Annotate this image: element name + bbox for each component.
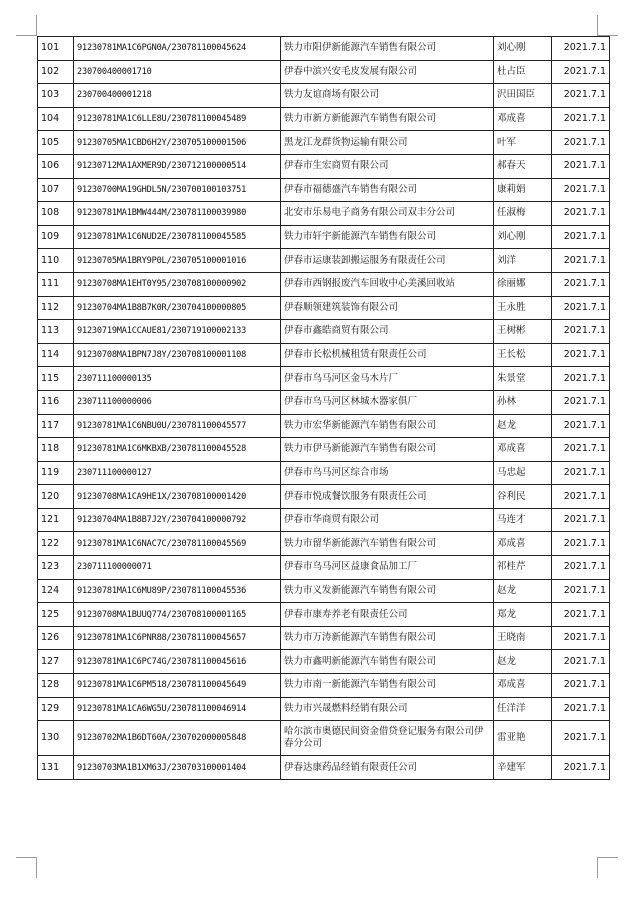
legal-representative-cell: 刘心刚 bbox=[494, 37, 552, 61]
date-cell: 2021.7.1 bbox=[552, 603, 610, 627]
row-number: 102 bbox=[38, 60, 74, 84]
credit-code-cell: 91230781MA1C6MU89P/230781100045536 bbox=[74, 579, 281, 603]
legal-representative-cell: 邓成喜 bbox=[494, 532, 552, 556]
table-row bbox=[38, 556, 610, 580]
crop-mark-bottom-right bbox=[597, 857, 618, 878]
table-row bbox=[38, 320, 610, 344]
credit-code-cell: 91230781MA1C6PM518/230781100045649 bbox=[74, 674, 281, 698]
table-row bbox=[38, 485, 610, 509]
company-name-cell: 铁力市轩宇新能源汽车销售有限公司 bbox=[281, 225, 494, 249]
row-number: 104 bbox=[38, 107, 74, 131]
row-number: 121 bbox=[38, 508, 74, 532]
legal-representative-cell: 康莉娟 bbox=[494, 178, 552, 202]
date-cell: 2021.7.1 bbox=[552, 697, 610, 721]
company-name-cell: 铁力市新方新能源汽车销售有限公司 bbox=[281, 107, 494, 131]
table-row bbox=[38, 721, 610, 756]
company-name-cell: 黑龙江龙群货物运输有限公司 bbox=[281, 131, 494, 155]
legal-representative-cell: 任淑梅 bbox=[494, 202, 552, 226]
credit-code-cell: 91230703MA1B1XM63J/230703100001404 bbox=[74, 756, 281, 780]
credit-code-cell: 91230712MA1AXMER9D/230712100000514 bbox=[74, 154, 281, 178]
row-number: 122 bbox=[38, 532, 74, 556]
date-cell: 2021.7.1 bbox=[552, 650, 610, 674]
date-cell: 2021.7.1 bbox=[552, 674, 610, 698]
date-cell: 2021.7.1 bbox=[552, 485, 610, 509]
company-name-cell: 伊春市华商贸有限公司 bbox=[281, 508, 494, 532]
company-name-cell: 伊春市运康装卸搬运服务有限责任公司 bbox=[281, 249, 494, 273]
table-row bbox=[38, 626, 610, 650]
row-number: 128 bbox=[38, 674, 74, 698]
company-name-cell: 铁力市阳伊新能源汽车销售有限公司 bbox=[281, 37, 494, 61]
company-name-cell: 铁力市留华新能源汽车销售有限公司 bbox=[281, 532, 494, 556]
credit-code-cell: 91230704MA1B8B7K0R/230704100000805 bbox=[74, 296, 281, 320]
table-row bbox=[38, 674, 610, 698]
company-name-cell: 伊春市康寿养老有限责任公司 bbox=[281, 603, 494, 627]
row-number: 101 bbox=[38, 37, 74, 61]
row-number: 123 bbox=[38, 556, 74, 580]
date-cell: 2021.7.1 bbox=[552, 626, 610, 650]
credit-code-cell: 91230704MA1B8B7J2Y/230704100000792 bbox=[74, 508, 281, 532]
credit-code-cell: 230711100000071 bbox=[74, 556, 281, 580]
credit-code-cell: 91230719MA1CCAUE81/230719100002133 bbox=[74, 320, 281, 344]
legal-representative-cell: 郝春天 bbox=[494, 154, 552, 178]
row-number: 126 bbox=[38, 626, 74, 650]
legal-representative-cell: 杜占臣 bbox=[494, 60, 552, 84]
date-cell: 2021.7.1 bbox=[552, 107, 610, 131]
table-row bbox=[38, 697, 610, 721]
legal-representative-cell: 徐丽娜 bbox=[494, 272, 552, 296]
crop-mark-top-right bbox=[597, 15, 618, 36]
credit-code-cell: 91230705MA1CBD6H2Y/230705100001506 bbox=[74, 131, 281, 155]
table-row bbox=[38, 390, 610, 414]
row-number: 106 bbox=[38, 154, 74, 178]
table-row bbox=[38, 178, 610, 202]
legal-representative-cell: 沢田国臣 bbox=[494, 84, 552, 108]
table-row bbox=[38, 414, 610, 438]
credit-code-cell: 91230781MA1C6NBU0U/230781100045577 bbox=[74, 414, 281, 438]
company-name-cell: 伊春市乌马河区益康食品加工厂 bbox=[281, 556, 494, 580]
date-cell: 2021.7.1 bbox=[552, 60, 610, 84]
date-cell: 2021.7.1 bbox=[552, 367, 610, 391]
table-row bbox=[38, 202, 610, 226]
credit-code-cell: 91230700MA19GHDL5N/230700100103751 bbox=[74, 178, 281, 202]
credit-code-cell: 91230708MA1BUUQ774/230708100001165 bbox=[74, 603, 281, 627]
legal-representative-cell: 刘心刚 bbox=[494, 225, 552, 249]
credit-code-cell: 91230781MA1C6NAC7C/230781100045569 bbox=[74, 532, 281, 556]
date-cell: 2021.7.1 bbox=[552, 414, 610, 438]
date-cell: 2021.7.1 bbox=[552, 131, 610, 155]
row-number: 114 bbox=[38, 343, 74, 367]
company-name-cell: 铁力市万涛新能源汽车销售有限公司 bbox=[281, 626, 494, 650]
legal-representative-cell: 邓成喜 bbox=[494, 438, 552, 462]
credit-code-cell: 230700400001710 bbox=[74, 60, 281, 84]
company-name-cell: 伊春市生宏商贸有限公司 bbox=[281, 154, 494, 178]
date-cell: 2021.7.1 bbox=[552, 532, 610, 556]
legal-representative-cell: 朱景堂 bbox=[494, 367, 552, 391]
company-name-cell: 铁力市南一新能源汽车销售有限公司 bbox=[281, 674, 494, 698]
date-cell: 2021.7.1 bbox=[552, 508, 610, 532]
row-number: 120 bbox=[38, 485, 74, 509]
table-row bbox=[38, 131, 610, 155]
row-number: 105 bbox=[38, 131, 74, 155]
table-row bbox=[38, 532, 610, 556]
table-row bbox=[38, 508, 610, 532]
row-number: 118 bbox=[38, 438, 74, 462]
date-cell: 2021.7.1 bbox=[552, 84, 610, 108]
table-row bbox=[38, 296, 610, 320]
date-cell: 2021.7.1 bbox=[552, 721, 610, 756]
date-cell: 2021.7.1 bbox=[552, 556, 610, 580]
credit-code-cell: 91230705MA1BRY9P0L/230705100001016 bbox=[74, 249, 281, 273]
company-name-cell: 北安市乐易电子商务有限公司双丰分公司 bbox=[281, 202, 494, 226]
row-number: 107 bbox=[38, 178, 74, 202]
row-number: 116 bbox=[38, 390, 74, 414]
legal-representative-cell: 孙林 bbox=[494, 390, 552, 414]
credit-code-cell: 230711100000006 bbox=[74, 390, 281, 414]
row-number: 127 bbox=[38, 650, 74, 674]
company-name-cell: 伊春市长松机械租赁有限责任公司 bbox=[281, 343, 494, 367]
table-row bbox=[38, 60, 610, 84]
company-name-cell: 铁力市义发新能源汽车销售有限公司 bbox=[281, 579, 494, 603]
row-number: 129 bbox=[38, 697, 74, 721]
table-row bbox=[38, 756, 610, 780]
table-row bbox=[38, 650, 610, 674]
legal-representative-cell: 王树彬 bbox=[494, 320, 552, 344]
credit-code-cell: 91230781MA1C6NUD2E/230781100045585 bbox=[74, 225, 281, 249]
row-number: 109 bbox=[38, 225, 74, 249]
date-cell: 2021.7.1 bbox=[552, 272, 610, 296]
company-name-cell: 伊春市鑫皓商贸有限公司 bbox=[281, 320, 494, 344]
row-number: 111 bbox=[38, 272, 74, 296]
date-cell: 2021.7.1 bbox=[552, 343, 610, 367]
date-cell: 2021.7.1 bbox=[552, 178, 610, 202]
company-name-cell: 伊春市西钢报废汽车回收中心美溪回收站 bbox=[281, 272, 494, 296]
date-cell: 2021.7.1 bbox=[552, 320, 610, 344]
credit-code-cell: 91230781MA1C6MKBXB/230781100045528 bbox=[74, 438, 281, 462]
row-number: 131 bbox=[38, 756, 74, 780]
row-number: 103 bbox=[38, 84, 74, 108]
table-row bbox=[38, 438, 610, 462]
credit-code-cell: 91230708MA1BPN7J8Y/230708100001108 bbox=[74, 343, 281, 367]
company-name-cell: 伊春市福德盛汽车销售有限公司 bbox=[281, 178, 494, 202]
company-name-cell: 伊春市乌马河区林城木器家俱厂 bbox=[281, 390, 494, 414]
credit-code-cell: 91230781MA1C6PGN0A/230781100045624 bbox=[74, 37, 281, 61]
credit-code-cell: 91230708MA1CA9HE1X/230708100001420 bbox=[74, 485, 281, 509]
row-number: 108 bbox=[38, 202, 74, 226]
table-row bbox=[38, 154, 610, 178]
table-row bbox=[38, 272, 610, 296]
crop-mark-bottom-left bbox=[16, 857, 37, 878]
date-cell: 2021.7.1 bbox=[552, 438, 610, 462]
legal-representative-cell: 辛建军 bbox=[494, 756, 552, 780]
company-name-cell: 伊春达康药品经销有限责任公司 bbox=[281, 756, 494, 780]
legal-representative-cell: 雷亚艳 bbox=[494, 721, 552, 756]
date-cell: 2021.7.1 bbox=[552, 461, 610, 485]
credit-code-cell: 91230781MA1C6LLE8U/230781100045489 bbox=[74, 107, 281, 131]
legal-representative-cell: 刘洋 bbox=[494, 249, 552, 273]
legal-representative-cell: 邓成喜 bbox=[494, 107, 552, 131]
legal-representative-cell: 任洋洋 bbox=[494, 697, 552, 721]
row-number: 130 bbox=[38, 721, 74, 756]
company-name-cell: 铁力市兴晟燃料经销有限公司 bbox=[281, 697, 494, 721]
legal-representative-cell: 马忠起 bbox=[494, 461, 552, 485]
table-row bbox=[38, 249, 610, 273]
legal-representative-cell: 王永胜 bbox=[494, 296, 552, 320]
company-name-cell: 铁力市鑫明新能源汽车销售有限公司 bbox=[281, 650, 494, 674]
company-name-cell: 铁力友谊商场有限公司 bbox=[281, 84, 494, 108]
date-cell: 2021.7.1 bbox=[552, 296, 610, 320]
company-name-cell: 铁力市宏华新能源汽车销售有限公司 bbox=[281, 414, 494, 438]
credit-code-cell: 91230781MA1C6PNR88/230781100045657 bbox=[74, 626, 281, 650]
company-name-cell: 伊春市乌马河区金马木片厂 bbox=[281, 367, 494, 391]
legal-representative-cell: 王晓南 bbox=[494, 626, 552, 650]
table-row bbox=[38, 225, 610, 249]
legal-representative-cell: 叶军 bbox=[494, 131, 552, 155]
company-name-cell: 伊春市乌马河区综合市场 bbox=[281, 461, 494, 485]
table-row bbox=[38, 37, 610, 61]
company-name-cell: 伊春中滨兴安毛皮发展有限公司 bbox=[281, 60, 494, 84]
row-number: 125 bbox=[38, 603, 74, 627]
credit-code-cell: 91230781MA1CA6WG5U/230781100046914 bbox=[74, 697, 281, 721]
legal-representative-cell: 赵龙 bbox=[494, 414, 552, 438]
table-row bbox=[38, 84, 610, 108]
legal-representative-cell: 郑龙 bbox=[494, 603, 552, 627]
legal-representative-cell: 邓成喜 bbox=[494, 674, 552, 698]
legal-representative-cell: 赵龙 bbox=[494, 579, 552, 603]
row-number: 113 bbox=[38, 320, 74, 344]
date-cell: 2021.7.1 bbox=[552, 202, 610, 226]
registration-table bbox=[37, 36, 610, 780]
table-row bbox=[38, 579, 610, 603]
legal-representative-cell: 王长松 bbox=[494, 343, 552, 367]
company-name-cell: 铁力市伊马新能源汽车销售有限公司 bbox=[281, 438, 494, 462]
credit-code-cell: 91230781MA1C6PC74G/230781100045616 bbox=[74, 650, 281, 674]
legal-representative-cell: 谷利民 bbox=[494, 485, 552, 509]
date-cell: 2021.7.1 bbox=[552, 390, 610, 414]
credit-code-cell: 230700400001218 bbox=[74, 84, 281, 108]
crop-mark-top-left bbox=[16, 15, 37, 36]
date-cell: 2021.7.1 bbox=[552, 756, 610, 780]
credit-code-cell: 230711100000135 bbox=[74, 367, 281, 391]
row-number: 110 bbox=[38, 249, 74, 273]
date-cell: 2021.7.1 bbox=[552, 154, 610, 178]
row-number: 117 bbox=[38, 414, 74, 438]
table-row bbox=[38, 343, 610, 367]
date-cell: 2021.7.1 bbox=[552, 37, 610, 61]
date-cell: 2021.7.1 bbox=[552, 225, 610, 249]
table-row bbox=[38, 107, 610, 131]
credit-code-cell: 91230781MA1BMW444M/230781100039980 bbox=[74, 202, 281, 226]
legal-representative-cell: 祁桂芹 bbox=[494, 556, 552, 580]
row-number: 112 bbox=[38, 296, 74, 320]
credit-code-cell: 230711100000127 bbox=[74, 461, 281, 485]
company-name-cell: 哈尔滨市奥德民间资金借贷登记服务有限公司伊春分公司 bbox=[281, 721, 494, 756]
date-cell: 2021.7.1 bbox=[552, 249, 610, 273]
credit-code-cell: 91230702MA1B6DT60A/230702000005848 bbox=[74, 721, 281, 756]
legal-representative-cell: 马连才 bbox=[494, 508, 552, 532]
row-number: 119 bbox=[38, 461, 74, 485]
date-cell: 2021.7.1 bbox=[552, 579, 610, 603]
legal-representative-cell: 赵龙 bbox=[494, 650, 552, 674]
row-number: 115 bbox=[38, 367, 74, 391]
company-name-cell: 伊春市悦成餐饮服务有限责任公司 bbox=[281, 485, 494, 509]
company-name-cell: 伊春顺领建筑装饰有限公司 bbox=[281, 296, 494, 320]
table-row bbox=[38, 461, 610, 485]
table-row bbox=[38, 603, 610, 627]
row-number: 124 bbox=[38, 579, 74, 603]
table-row bbox=[38, 367, 610, 391]
credit-code-cell: 91230708MA1EHT0Y95/230708100000902 bbox=[74, 272, 281, 296]
